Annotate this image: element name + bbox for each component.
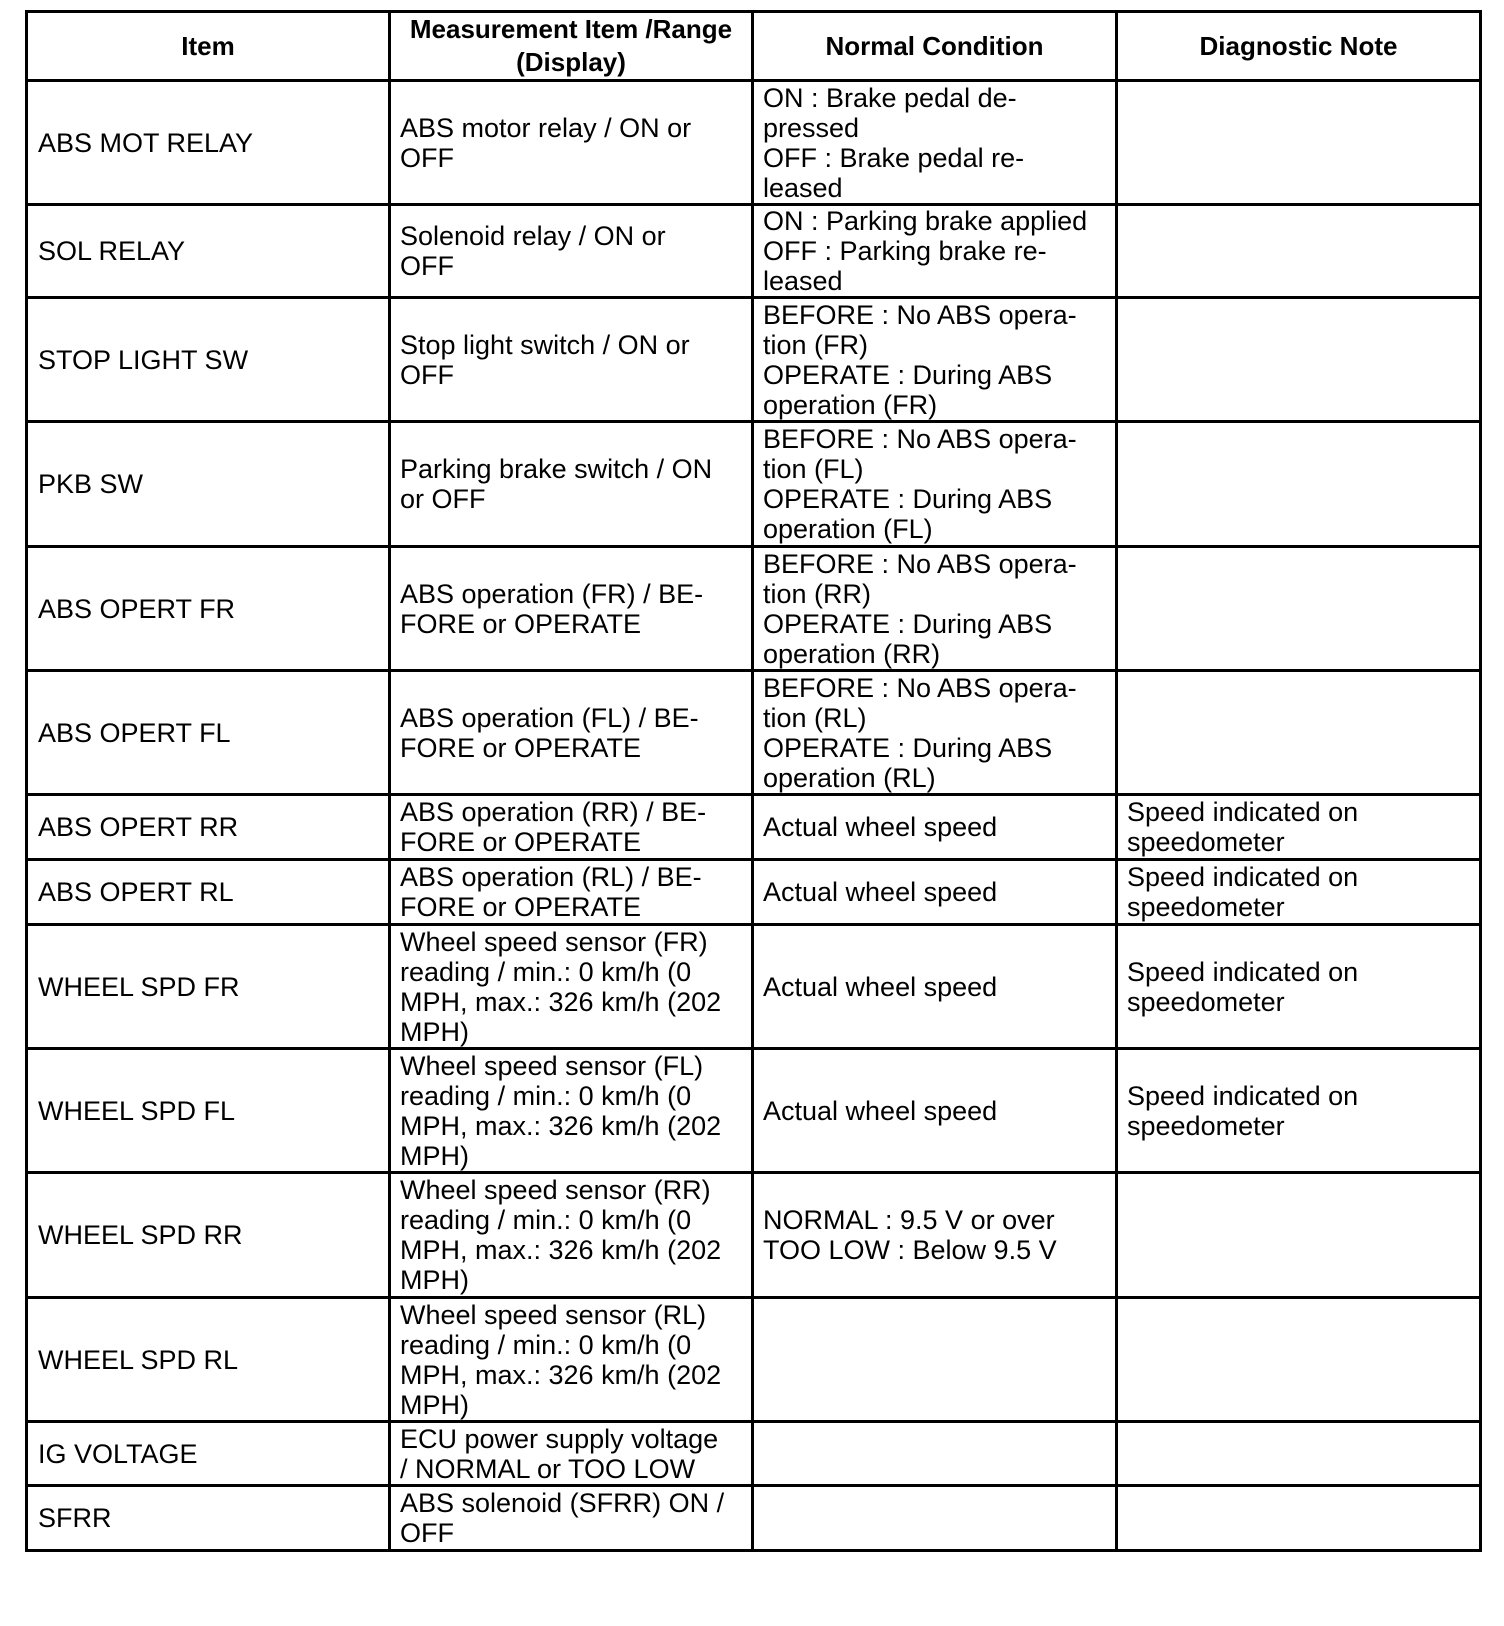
cell-text-line: OPERATE : During ABS	[763, 359, 1053, 390]
header-text: Measurement Item /	[409, 14, 653, 44]
cell-text-line: MPH)	[400, 1140, 469, 1171]
cell-item: ABS OPERT FL	[27, 671, 390, 795]
table-row	[27, 795, 1481, 860]
cell-condition	[753, 1298, 1117, 1422]
cell-condition	[753, 795, 1117, 860]
cell-text-line: operation (RL)	[763, 762, 936, 793]
cell-text-line: operation (FL)	[763, 514, 933, 544]
cell-measurement	[390, 547, 753, 671]
table-row	[27, 422, 1481, 547]
cell-note	[1117, 1298, 1481, 1422]
cell-note	[1117, 925, 1481, 1049]
cell-note	[1117, 795, 1481, 860]
cell-text-line: tion (FL)	[763, 454, 864, 484]
cell-condition	[753, 1049, 1117, 1173]
cell-note	[1117, 1486, 1481, 1551]
header-note	[1117, 12, 1481, 81]
cell-text-line: OPERATE : During ABS	[763, 484, 1053, 514]
cell-note	[1117, 81, 1481, 205]
cell-text-line: tion (FR)	[763, 329, 869, 360]
cell-measurement	[390, 925, 753, 1049]
cell-text-line: ON : Brake pedal de-	[763, 82, 1017, 113]
cell-text-line: leased	[763, 266, 843, 296]
table-row	[27, 925, 1481, 1049]
cell-text-line: speedometer	[1127, 1110, 1285, 1141]
cell-condition	[753, 81, 1117, 205]
cell-text-line: reading / min.: 0 km/h (0	[400, 1080, 692, 1111]
table-row	[27, 298, 1481, 422]
cell-text-line: speedometer	[1127, 986, 1285, 1017]
cell-text-line: ABS operation (FL) / BE-	[400, 702, 699, 733]
cell-text-line: Speed indicated on	[1127, 862, 1359, 892]
cell-item: IG VOLTAGE	[27, 1422, 390, 1486]
cell-item: PKB SW	[27, 422, 390, 547]
cell-text-line: BEFORE : No ABS opera-	[763, 672, 1077, 703]
cell-note	[1117, 860, 1481, 925]
cell-text-line: ON : Parking brake applied	[763, 206, 1088, 236]
header-text: Item	[181, 30, 235, 61]
cell-text-line: BEFORE : No ABS opera-	[763, 299, 1077, 330]
cell-condition	[753, 860, 1117, 925]
cell-measurement	[390, 81, 753, 205]
cell-text-line: OPERATE : During ABS	[763, 608, 1053, 639]
cell-note	[1117, 671, 1481, 795]
cell-item: ABS OPERT FR	[27, 547, 390, 671]
table-row	[27, 1486, 1481, 1551]
table-row	[27, 1422, 1481, 1486]
cell-item: SFRR	[27, 1486, 390, 1551]
cell-text-line: Speed indicated on	[1127, 1080, 1359, 1111]
diagnostic-table	[25, 10, 1482, 1552]
table-row	[27, 1173, 1481, 1298]
cell-text-line: FORE or OPERATE	[400, 608, 642, 639]
cell-text-line: operation (FR)	[763, 389, 938, 420]
cell-measurement	[390, 1049, 753, 1173]
cell-note	[1117, 205, 1481, 298]
cell-condition	[753, 298, 1117, 422]
cell-text-line: MPH, max.: 326 km/h (202	[400, 1235, 722, 1265]
cell-text-line: OFF	[400, 142, 454, 173]
cell-text-line: OFF	[400, 1518, 454, 1548]
cell-item: ABS MOT RELAY	[27, 81, 390, 205]
cell-text-line: BEFORE : No ABS opera-	[763, 424, 1077, 454]
cell-text-line: speedometer	[1127, 892, 1285, 922]
cell-note	[1117, 422, 1481, 547]
header-condition	[753, 12, 1117, 81]
cell-note	[1117, 547, 1481, 671]
cell-text-line: Wheel speed sensor (RL)	[400, 1299, 707, 1330]
cell-text-line: / NORMAL or TOO LOW	[400, 1453, 696, 1484]
cell-text-line: OFF : Brake pedal re-	[763, 142, 1025, 173]
header-text: Diagnostic Note	[1199, 30, 1398, 61]
cell-measurement	[390, 298, 753, 422]
cell-text-line: leased	[763, 172, 843, 203]
cell-text-line: NORMAL : 9.5 V or over	[763, 1205, 1055, 1235]
cell-note	[1117, 1173, 1481, 1298]
cell-condition	[753, 925, 1117, 1049]
cell-note	[1117, 1422, 1481, 1486]
table-row	[27, 1298, 1481, 1422]
cell-note	[1117, 1049, 1481, 1173]
cell-text-line: ABS operation (RR) / BE-	[400, 797, 707, 827]
cell-item: ABS OPERT RR	[27, 795, 390, 860]
cell-text-line: MPH, max.: 326 km/h (202	[400, 1359, 722, 1390]
cell-text-line: FORE or OPERATE	[400, 827, 642, 857]
cell-condition	[753, 1173, 1117, 1298]
cell-text-line: Actual wheel speed	[763, 971, 998, 1002]
cell-text-line: FORE or OPERATE	[400, 732, 642, 763]
cell-item: WHEEL SPD RL	[27, 1298, 390, 1422]
cell-text-line: operation (RR)	[763, 638, 941, 669]
cell-text-line: MPH)	[400, 1265, 469, 1295]
cell-text-line: MPH)	[400, 1389, 469, 1420]
cell-text-line: OPERATE : During ABS	[763, 732, 1053, 763]
cell-text-line: BEFORE : No ABS opera-	[763, 548, 1077, 579]
cell-text-line: ABS solenoid (SFRR) ON /	[400, 1488, 725, 1518]
cell-text-line: Actual wheel speed	[763, 877, 998, 907]
cell-text-line: Wheel speed sensor (FL)	[400, 1050, 704, 1081]
cell-text-line: ABS operation (FR) / BE-	[400, 578, 704, 609]
cell-text-line: MPH, max.: 326 km/h (202	[400, 1110, 722, 1141]
header-measurement	[390, 12, 753, 81]
table-header-row	[27, 12, 1481, 81]
header-text: Normal Condition	[825, 30, 1044, 61]
cell-measurement	[390, 422, 753, 547]
cell-item: WHEEL SPD FL	[27, 1049, 390, 1173]
cell-item: WHEEL SPD FR	[27, 925, 390, 1049]
cell-measurement	[390, 1298, 753, 1422]
cell-text-line: OFF	[400, 359, 454, 390]
cell-text-line: reading / min.: 0 km/h (0	[400, 1329, 692, 1360]
table-row	[27, 205, 1481, 298]
table-row	[27, 671, 1481, 795]
cell-text-line: Wheel speed sensor (FR)	[400, 926, 708, 957]
table-row	[27, 81, 1481, 205]
cell-note	[1117, 298, 1481, 422]
cell-text-line: reading / min.: 0 km/h (0	[400, 956, 692, 987]
cell-condition	[753, 205, 1117, 298]
header-text: Range (Display)	[516, 14, 733, 77]
cell-condition	[753, 422, 1117, 547]
cell-measurement	[390, 1173, 753, 1298]
cell-text-line: Solenoid relay / ON or	[400, 221, 666, 251]
cell-measurement	[390, 1486, 753, 1551]
cell-text-line: MPH)	[400, 1016, 469, 1047]
cell-text-line: or OFF	[400, 484, 486, 514]
cell-text-line: Speed indicated on	[1127, 956, 1359, 987]
header-item	[27, 12, 390, 81]
cell-measurement	[390, 671, 753, 795]
cell-text-line: pressed	[763, 112, 860, 143]
cell-measurement	[390, 860, 753, 925]
cell-text-line: Actual wheel speed	[763, 812, 998, 842]
cell-text-line: ABS motor relay / ON or	[400, 112, 692, 143]
cell-text-line: tion (RL)	[763, 702, 867, 733]
cell-text-line: Actual wheel speed	[763, 1095, 998, 1126]
cell-text-line: tion (RR)	[763, 578, 872, 609]
cell-condition	[753, 547, 1117, 671]
cell-condition	[753, 1422, 1117, 1486]
cell-measurement	[390, 205, 753, 298]
cell-measurement	[390, 1422, 753, 1486]
cell-item: ABS OPERT RL	[27, 860, 390, 925]
cell-text-line: FORE or OPERATE	[400, 892, 642, 922]
table-body	[27, 81, 1481, 1551]
cell-text-line: OFF	[400, 251, 454, 281]
cell-condition	[753, 1486, 1117, 1551]
table-row	[27, 860, 1481, 925]
cell-text-line: ABS operation (RL) / BE-	[400, 862, 702, 892]
cell-text-line: Wheel speed sensor (RR)	[400, 1175, 711, 1205]
cell-text-line: reading / min.: 0 km/h (0	[400, 1205, 692, 1235]
cell-text-line: Stop light switch / ON or	[400, 329, 690, 360]
cell-text-line: Speed indicated on	[1127, 797, 1359, 827]
diagnostic-table-container	[25, 10, 1479, 1552]
cell-item: WHEEL SPD RR	[27, 1173, 390, 1298]
cell-text-line: speedometer	[1127, 827, 1285, 857]
cell-measurement	[390, 795, 753, 860]
cell-text-line: MPH, max.: 326 km/h (202	[400, 986, 722, 1017]
table-row	[27, 547, 1481, 671]
table-row	[27, 1049, 1481, 1173]
cell-item: STOP LIGHT SW	[27, 298, 390, 422]
cell-item: SOL RELAY	[27, 205, 390, 298]
cell-text-line: TOO LOW : Below 9.5 V	[763, 1235, 1057, 1265]
cell-text-line: OFF : Parking brake re-	[763, 236, 1047, 266]
cell-text-line: Parking brake switch / ON	[400, 454, 713, 484]
cell-text-line: ECU power supply voltage	[400, 1423, 719, 1454]
cell-condition	[753, 671, 1117, 795]
